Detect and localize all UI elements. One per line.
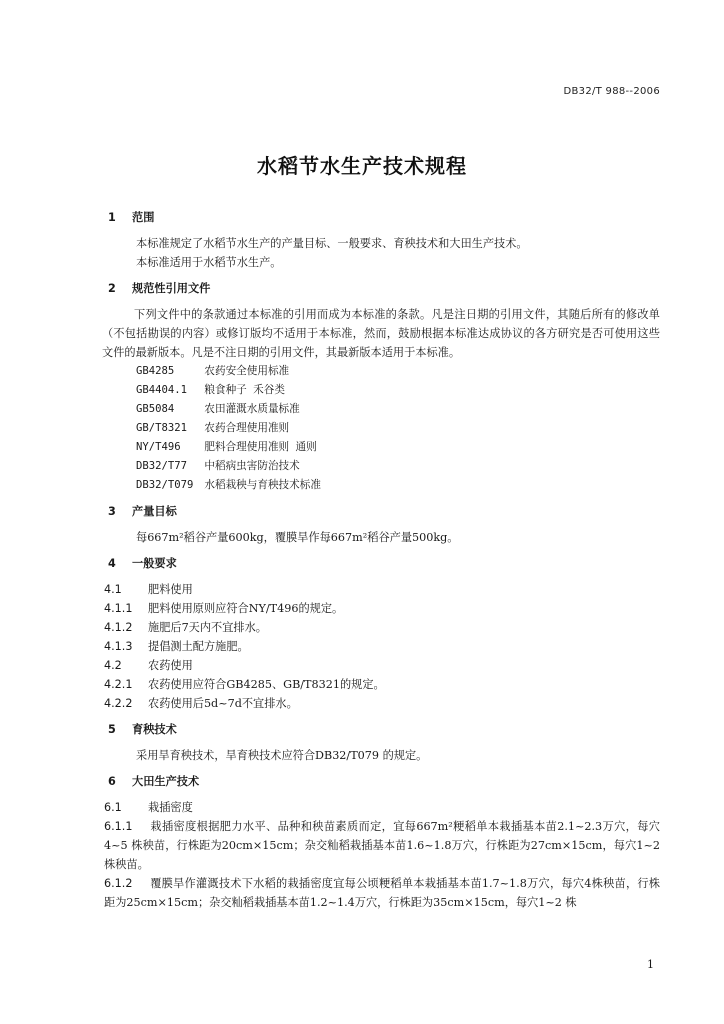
clause-number: 6.1.2 (104, 877, 133, 890)
reference-item (104, 381, 660, 400)
reference-code: NY/T496 (136, 441, 181, 453)
clause-number: 4.1 (104, 583, 122, 596)
section-heading-field-production (104, 772, 660, 791)
reference-title: 农药合理使用准则 (204, 422, 290, 434)
clause (104, 618, 660, 637)
clause-number: 4.2.2 (104, 697, 133, 710)
section-heading-normative-references (104, 279, 660, 298)
reference-title: 粮食种子 禾谷类 (204, 384, 285, 396)
section-heading-yield-target (104, 502, 660, 521)
reference-list (104, 362, 660, 495)
section-title: 育秧技术 (132, 723, 177, 736)
clause-number: 4.1.3 (104, 640, 133, 653)
paragraph: 每667m²稻谷产量600kg，覆膜旱作每667m²稻谷产量500kg。 (136, 531, 459, 544)
reference-code: GB4285 (136, 365, 175, 377)
section-number: 1 (108, 211, 116, 224)
clause-text: 农药使用应符合GB4285、GB/T8321的规定。 (148, 678, 385, 691)
section-title: 一般要求 (132, 557, 177, 570)
clause-text: 施肥后7天内不宜排水。 (148, 621, 267, 634)
section-heading-scope (104, 208, 660, 227)
clause-number: 4.1.1 (104, 602, 133, 615)
reference-code: DB32/T77 (136, 460, 188, 472)
paragraph: 本标准规定了水稻节水生产的产量目标、一般要求、育秧技术和大田生产技术。 (136, 237, 528, 250)
section-number: 3 (108, 505, 116, 518)
clause (104, 656, 660, 675)
page-title: 水稻节水生产技术规程 (257, 154, 467, 178)
reference-code: DB32/T079 (136, 479, 194, 491)
clause-text: 肥料使用 (148, 583, 193, 596)
clause-text: 栽插密度 (148, 801, 193, 814)
reference-item (104, 476, 660, 495)
reference-item (104, 400, 660, 419)
page-number: 1 (647, 958, 654, 971)
reference-title: 水稻栽秧与育秧技术标准 (204, 479, 321, 491)
section-heading-seedling-technique (104, 720, 660, 739)
reference-item (104, 419, 660, 438)
reference-title: 肥料合理使用准则 通则 (204, 441, 317, 453)
clause (104, 675, 660, 694)
clause-text: 农药使用后5d~7d不宜排水。 (148, 697, 298, 710)
reference-item (104, 438, 660, 457)
section-heading-general-requirements (104, 554, 660, 573)
paragraph: 下列文件中的条款通过本标准的引用而成为本标准的条款。凡是注日期的引用文件，其随后所有的修改单（不包括勘误的内容）或修订版均不适用于本标准，然而，鼓励根据本标准达成协议的各方研究是否可使用这些文件的最新版本。凡是不注日期的引用文件，其最新版本适用于本标准。 (102, 308, 660, 359)
clause (104, 599, 660, 618)
clause-text: 肥料使用原则应符合NY/T496的规定。 (148, 602, 344, 615)
paragraph: 采用旱育秧技术，旱育秧技术应符合DB32/T079 的规定。 (136, 749, 428, 762)
clause-text: 栽插密度根据肥力水平、品种和秧苗素质而定，宜每667m²粳稻单本栽插基本苗2.1~2.3万穴，每穴4~5 株秧苗，行株距为20cm×15cm；杂交籼稻栽插基本苗1.6~1.8万穴，行株距为27cm×15cm，每穴1~2 株秧苗。 (104, 820, 660, 871)
clause-number: 4.2.1 (104, 678, 133, 691)
document-body (104, 208, 660, 912)
reference-code: GB5084 (136, 403, 175, 415)
section-number: 4 (108, 557, 116, 570)
clause-text: 农药使用 (148, 659, 193, 672)
clause-number: 4.2 (104, 659, 122, 672)
clause (104, 580, 660, 599)
paragraph: 本标准适用于水稻节水生产。 (136, 256, 282, 269)
clause-text: 提倡测土配方施肥。 (148, 640, 249, 653)
clause (104, 637, 660, 656)
clause-number: 6.1.1 (104, 820, 133, 833)
clause-text: 覆膜旱作灌溉技术下水稻的栽插密度宜每公顷粳稻单本栽插基本苗1.7~1.8万穴，每穴4株秧苗，行株距为25cm×15cm；杂交籼稻栽插基本苗1.2~1.4万穴，行株距为35cm×15cm，每穴1~2 株 (104, 877, 660, 909)
reference-code: GB/T8321 (136, 422, 188, 434)
reference-item (104, 362, 660, 381)
clause (104, 798, 660, 817)
clause (104, 694, 660, 713)
section-title: 大田生产技术 (132, 775, 200, 788)
reference-item (104, 457, 660, 476)
section-number: 2 (108, 282, 116, 295)
reference-title: 农药安全使用标准 (204, 365, 290, 377)
section-title: 范围 (132, 211, 155, 224)
standard-code: DB32/T 988--2006 (563, 86, 660, 97)
section-title: 规范性引用文件 (132, 282, 211, 295)
clause-number: 6.1 (104, 801, 122, 814)
reference-title: 中稻病虫害防治技术 (204, 460, 300, 472)
section-number: 6 (108, 775, 116, 788)
clause-number: 4.1.2 (104, 621, 133, 634)
reference-title: 农田灌溉水质量标准 (204, 403, 300, 415)
section-number: 5 (108, 723, 116, 736)
reference-code: GB4404.1 (136, 384, 188, 396)
clause (104, 874, 660, 912)
section-title: 产量目标 (132, 505, 177, 518)
clause (104, 817, 660, 874)
